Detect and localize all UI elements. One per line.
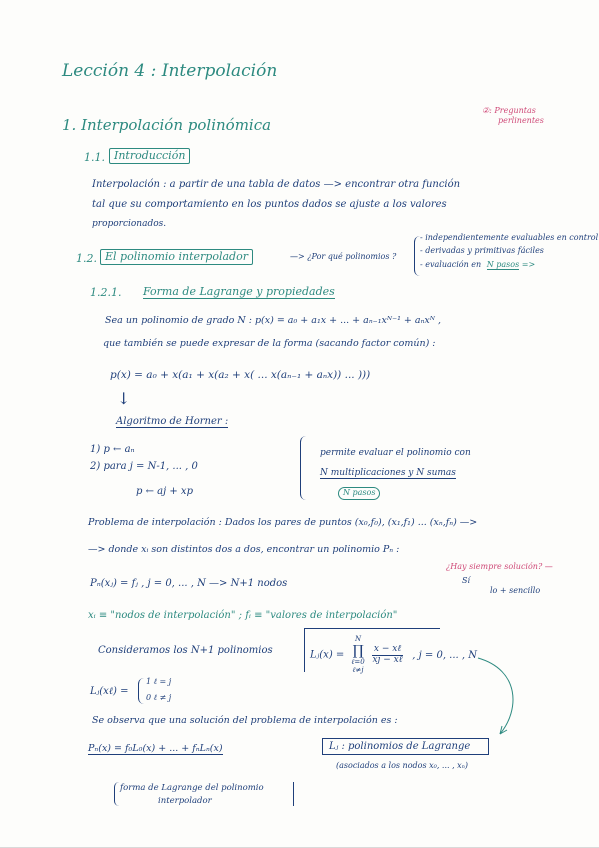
subsubsection-number: 1.2.1. — [90, 286, 122, 299]
poly-nested: p(x) = a₀ + x(a₁ + x(a₂ + x( ... x(aₙ₋₁ + aₙx)) ... ))) — [110, 369, 371, 381]
why-reason-2: - derivadas y primitivas fáciles — [420, 246, 544, 255]
lagrange-index-range: , j = 0, ... , N — [412, 649, 478, 661]
lagrange-lhs: Lⱼ(x) = — [310, 649, 345, 661]
horner-note-2 — [320, 469, 456, 479]
lagrange-fraction — [372, 645, 403, 666]
horner-steps-badge: N pasos — [338, 487, 380, 500]
solution-note: lo + sencillo — [490, 586, 541, 595]
lagrange-solution: Pₙ(x) = f₀L₀(x) + ... + fₙLₙ(x) — [88, 743, 223, 754]
horner-step-2: 2) para j = N-1, ... , 0 — [90, 461, 198, 472]
why-reason-3 — [420, 261, 535, 270]
product-upper: N — [355, 635, 362, 643]
horner-note-1: permite evaluar el polinomio con — [320, 448, 471, 458]
intro-line-1: Interpolación : a partir de una tabla de datos —> encontrar otra función — [92, 179, 461, 190]
lagrange-form-line-2: interpolador — [158, 796, 212, 806]
horner-step-3: p ← aj + xp — [136, 486, 193, 497]
lagrange-box — [322, 738, 489, 755]
why-reason-1: - independientemente evaluables en control — [420, 233, 599, 242]
sidenote-line-2: perlinentes — [498, 116, 544, 125]
subsection-number: 1.2. — [76, 252, 97, 265]
consider-line: Consideramos los N+1 polinomios — [98, 645, 273, 656]
horner-step-1: 1) p ← aₙ — [90, 444, 135, 455]
sidenote-line-1: ②: Preguntas — [482, 106, 536, 115]
product-exclusion: ℓ≠j — [352, 665, 364, 674]
lagrange-form-brace-right — [293, 782, 294, 806]
problem-line-2: —> donde xᵢ son distintos dos a dos, encontrar un polinomio Pₙ : — [88, 544, 400, 555]
why-reason-3-steps: N pasos — [486, 260, 520, 269]
down-arrow-icon: ↓ — [117, 389, 131, 408]
lagrange-box-text: Lⱼ : polinomios de Lagrange — [329, 741, 471, 752]
lagrange-form-brace-left — [114, 782, 119, 806]
subsection-title-box: El polinomio interpolador — [100, 249, 253, 265]
subsubsection-title: Forma de Lagrange y propiedades — [143, 285, 335, 298]
poly-factor: que también se puede expresar de la forma (sacando factor común) : — [103, 338, 436, 349]
subsection-title-box: Introducción — [109, 148, 190, 164]
section-heading: 1. Interpolación polinómica — [62, 116, 272, 134]
horner-heading: Algoritmo de Horner : — [116, 416, 229, 427]
lagrange-at-node: Lⱼ(xℓ) = — [90, 686, 129, 697]
formula-box-left — [304, 628, 305, 672]
lagrange-assoc: (asociados a los nodos x₀, ... , xₙ) — [336, 761, 469, 770]
poly-def: Sea un polinomio de grado N : p(x) = a₀ + a₁x + ... + aₙ₋₁xᴺ⁻¹ + aₙxᴺ , — [105, 315, 442, 326]
why-polynomials: —> ¿Por qué polinomios ? — [290, 252, 397, 261]
product-operator — [351, 636, 364, 674]
solution-answer: Sí — [462, 576, 471, 585]
product-symbol: ∏ — [352, 642, 364, 659]
pn-condition: Pₙ(xⱼ) = fⱼ , j = 0, ... , N —> N+1 nodos — [90, 578, 288, 589]
intro-line-2: tal que su comportamiento en los puntos dados se ajuste a los valores — [92, 199, 447, 210]
observe-line: Se observa que una solución del problema de interpolación es : — [92, 715, 398, 726]
page-title: Lección 4 : Interpolación — [62, 61, 278, 81]
fraction-numerator: x − xℓ — [373, 643, 402, 654]
intro-line-3: proporcionados. — [92, 219, 167, 229]
case-one: 1 ℓ = j — [146, 677, 172, 686]
solution-question: ¿Hay siempre solución? — — [446, 562, 553, 571]
problem-line-1: Problema de interpolación : Dados los pares de puntos (x₀,f₀), (x₁,f₁) ... (xₙ,fₙ) —> — [88, 517, 478, 528]
cases-brace — [138, 678, 144, 704]
subsection-number: 1.1. — [84, 151, 105, 164]
horner-note-2-text: N multiplicaciones y N sumas — [320, 468, 456, 478]
lagrange-form-line-1: forma de Lagrange del polinomio — [120, 783, 264, 793]
lagrange-formula — [310, 636, 477, 674]
why-reason-3-text: - evaluación en — [420, 260, 482, 269]
formula-box-top — [304, 628, 440, 629]
curved-arrow-icon — [470, 650, 530, 740]
fraction-denominator: xj − xℓ — [372, 654, 403, 665]
horner-brace — [300, 436, 308, 500]
case-zero: 0 ℓ ≠ j — [146, 693, 172, 702]
nodes-definition: xᵢ ≡ "nodos de interpolación" ; fᵢ ≡ "valores de interpolación" — [88, 610, 398, 621]
why-reason-3-arrow: => — [521, 260, 536, 269]
product-lower: ℓ=0 — [351, 658, 365, 667]
